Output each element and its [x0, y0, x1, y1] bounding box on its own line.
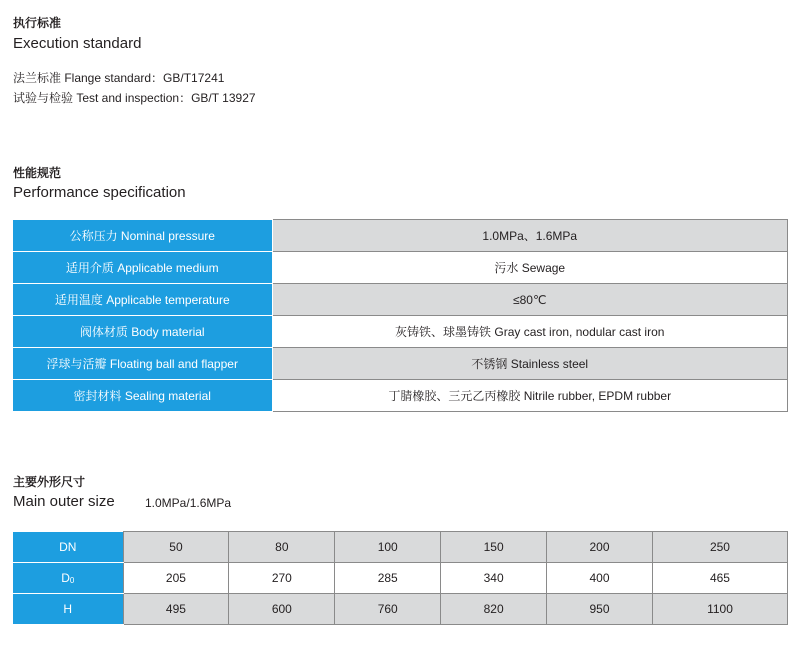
performance-row [13, 220, 788, 252]
performance-value: ≤80℃ [272, 284, 788, 316]
performance-label: 适用温度 Applicable temperature [13, 284, 272, 316]
size-cell: 80 [229, 532, 335, 563]
test-inspection-text: 试验与检验 Test and inspection：GB/T 13927 [13, 91, 256, 105]
performance-label: 公称压力 Nominal pressure [13, 220, 272, 252]
size-row-label: H [13, 594, 123, 625]
performance-title-zh: 性能规范 [13, 166, 62, 180]
performance-value: 污水 Sewage [272, 252, 788, 284]
size-row-dn [13, 532, 788, 563]
size-cell: 200 [547, 532, 653, 563]
performance-label: 浮球与活瓣 Floating ball and flapper [13, 348, 272, 380]
performance-title-en: Performance specification [13, 184, 186, 201]
flange-standard-text: 法兰标准 Flange standard：GB/T17241 [13, 71, 225, 85]
size-row-d0 [13, 563, 788, 594]
performance-table [13, 219, 788, 412]
size-cell: 400 [547, 563, 653, 594]
performance-value: 丁腈橡胶、三元乙丙橡胶 Nitrile rubber, EPDM rubber [272, 380, 788, 412]
size-cell: 205 [123, 563, 229, 594]
execution-title-zh: 执行标准 [13, 16, 62, 30]
size-row-label [13, 563, 123, 594]
size-cell: 270 [229, 563, 335, 594]
size-cell: 465 [652, 563, 787, 594]
performance-label: 阀体材质 Body material [13, 316, 272, 348]
performance-value: 灰铸铁、球墨铸铁 Gray cast iron, nodular cast iron [272, 316, 788, 348]
performance-row [13, 284, 788, 316]
size-cell: 1100 [652, 594, 787, 625]
size-row-label-main: D [61, 571, 70, 585]
size-pressure-note: 1.0MPa/1.6MPa [145, 496, 232, 510]
performance-row [13, 348, 788, 380]
size-cell: 600 [229, 594, 335, 625]
size-cell: 50 [123, 532, 229, 563]
performance-row [13, 316, 788, 348]
size-cell: 820 [441, 594, 547, 625]
size-cell: 760 [335, 594, 441, 625]
size-title-en: Main outer size [13, 493, 115, 510]
performance-row [13, 380, 788, 412]
performance-label: 适用介质 Applicable medium [13, 252, 272, 284]
size-title-zh: 主要外形尺寸 [13, 475, 86, 489]
size-cell: 340 [441, 563, 547, 594]
size-cell: 950 [547, 594, 653, 625]
size-row-label: DN [13, 532, 123, 563]
performance-value: 不锈钢 Stainless steel [272, 348, 788, 380]
size-row-h [13, 594, 788, 625]
execution-title-en: Execution standard [13, 35, 142, 52]
size-cell: 100 [335, 532, 441, 563]
size-table [13, 531, 788, 625]
performance-value: 1.0MPa、1.6MPa [272, 220, 788, 252]
size-cell: 495 [123, 594, 229, 625]
size-row-label-sub: 0 [69, 576, 75, 585]
size-cell: 250 [652, 532, 787, 563]
performance-label: 密封材料 Sealing material [13, 380, 272, 412]
performance-row [13, 252, 788, 284]
size-cell: 285 [335, 563, 441, 594]
size-cell: 150 [441, 532, 547, 563]
